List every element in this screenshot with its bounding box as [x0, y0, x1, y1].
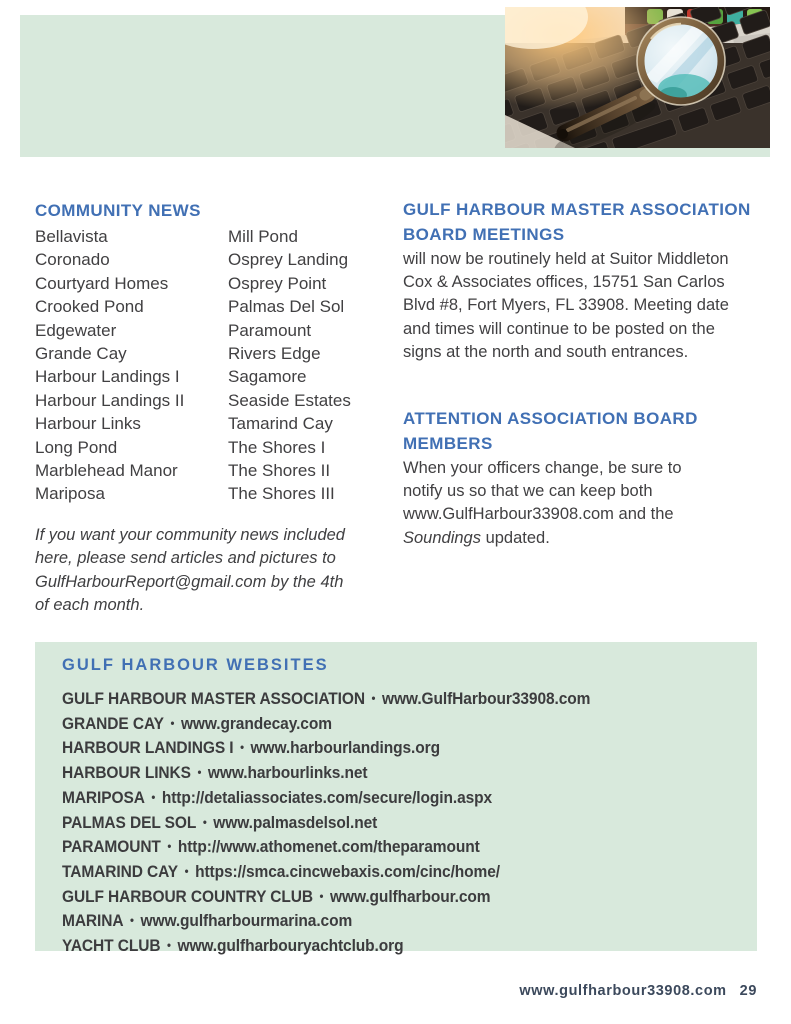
community-news-title: COMMUNITY NEWS [35, 201, 201, 220]
site-url[interactable]: www.gulfharbouryachtclub.org [177, 937, 404, 956]
site-url[interactable]: www.palmasdelsol.net [213, 813, 378, 832]
bullet-icon: • [197, 765, 202, 780]
community-news-section [35, 198, 395, 506]
magnifier-keyboard-illustration [505, 7, 770, 148]
site-name: GULF HARBOUR COUNTRY CLUB [62, 887, 313, 906]
bullet-icon: • [167, 938, 171, 953]
body-line: signs at the north and south entrances. [403, 342, 689, 361]
site-name: GRANDE CAY [62, 714, 164, 733]
website-row [62, 909, 697, 934]
community-news-column-2 [228, 225, 395, 506]
note-line: of each month. [35, 595, 145, 614]
body-line: Cox & Associates offices, 15751 San Carlos [403, 273, 725, 292]
community-news-columns [35, 225, 395, 506]
community-item: Sagamore [228, 367, 307, 387]
site-name: HARBOUR LINKS [62, 764, 191, 783]
websites-title: GULF HARBOUR WEBSITES [62, 656, 329, 674]
website-row [62, 835, 697, 860]
website-row [62, 761, 697, 786]
community-item: Crooked Pond [35, 297, 144, 317]
bullet-icon: • [170, 715, 175, 730]
board-meetings-body [403, 248, 773, 364]
title-line: ATTENTION ASSOCIATION BOARD [403, 409, 698, 428]
website-row [62, 712, 697, 737]
site-name: PALMAS DEL SOL [62, 813, 197, 832]
site-url[interactable]: www.gulfharbourmarina.com [140, 912, 353, 931]
website-row [62, 786, 697, 811]
body-line: When your officers change, be sure to [403, 459, 682, 477]
website-row [62, 811, 697, 836]
community-item: Seaside Estates [228, 390, 351, 410]
websites-list [62, 687, 737, 959]
website-row [62, 885, 697, 910]
site-name: TAMARIND CAY [62, 862, 179, 881]
community-item: Paramount [228, 320, 312, 340]
community-item: Osprey Point [228, 273, 327, 293]
bullet-icon: • [202, 814, 207, 829]
site-url[interactable]: http://detaliassociates.com/secure/login.aspx [161, 788, 493, 807]
bullet-icon: • [151, 789, 156, 804]
site-url[interactable]: www.harbourlandings.org [250, 739, 440, 758]
community-item: Grande Cay [35, 344, 127, 364]
community-item: Osprey Landing [228, 250, 349, 270]
website-row [62, 687, 697, 712]
community-item: Marblehead Manor [35, 461, 178, 481]
community-item: The Shores I [228, 437, 326, 457]
site-url[interactable]: https://smca.cincwebaxis.com/cinc/home/ [195, 862, 501, 881]
community-item: The Shores II [228, 461, 331, 481]
community-item: Tamarind Cay [228, 414, 333, 434]
site-name: MARINA [62, 912, 124, 931]
bullet-icon: • [167, 839, 172, 854]
site-name: HARBOUR LANDINGS I [62, 739, 234, 758]
footer-url[interactable]: www.gulfharbour33908.com [519, 983, 727, 999]
site-url[interactable]: www.GulfHarbour33908.com [381, 690, 591, 708]
attention-board-title [403, 406, 773, 456]
community-item: Bellavista [35, 227, 108, 246]
website-row [62, 934, 697, 959]
site-name: GULF HARBOUR MASTER ASSOCIATION [62, 690, 365, 708]
bullet-icon: • [130, 913, 134, 928]
title-line: GULF HARBOUR MASTER ASSOCIATION [403, 200, 751, 219]
community-item: Palmas Del Sol [228, 297, 345, 317]
title-line: BOARD MEETINGS [403, 225, 565, 244]
attention-board-section [403, 406, 773, 550]
website-row [62, 736, 697, 761]
body-line-rest: updated. [480, 528, 550, 547]
site-url[interactable]: www.gulfharbour.com [330, 887, 491, 906]
community-item: Courtyard Homes [35, 273, 169, 293]
site-name: MARIPOSA [62, 788, 145, 807]
body-line [403, 527, 773, 550]
site-url[interactable]: http://www.athomenet.com/theparamount [177, 838, 480, 857]
attention-board-body [403, 457, 773, 550]
bullet-icon: • [184, 863, 189, 878]
community-news-column-1 [35, 225, 228, 506]
site-name: PARAMOUNT [62, 838, 161, 857]
bullet-icon: • [240, 740, 244, 755]
hero-photo-magnifier-keyboard [505, 7, 770, 148]
site-url[interactable]: www.grandecay.com [180, 714, 332, 733]
community-item: Mill Pond [228, 227, 298, 246]
note-line: If you want your community news included [35, 526, 345, 544]
submission-note [35, 524, 399, 617]
page-footer [519, 983, 757, 999]
community-item: The Shores III [228, 484, 335, 504]
note-line: here, please send articles and pictures to [35, 549, 336, 568]
community-item: Harbour Links [35, 414, 141, 434]
body-line: and times will continue to be posted on the [403, 319, 715, 338]
community-item: Harbour Landings I [35, 367, 180, 387]
community-item: Harbour Landings II [35, 390, 185, 410]
community-item: Mariposa [35, 484, 105, 504]
board-meetings-section [403, 197, 773, 364]
body-line: notify us so that we can keep both [403, 482, 653, 501]
website-row [62, 860, 697, 885]
community-item: Long Pond [35, 437, 118, 457]
body-line: www.GulfHarbour33908.com and the [403, 505, 674, 524]
site-name: YACHT CLUB [62, 937, 161, 956]
websites-box [35, 642, 757, 956]
community-item: Coronado [35, 250, 110, 270]
community-item: Rivers Edge [228, 344, 321, 364]
note-line: GulfHarbourReport@gmail.com by the 4th [35, 572, 344, 591]
body-line: Blvd #8, Fort Myers, FL 33908. Meeting date [403, 296, 729, 315]
bullet-icon: • [319, 888, 324, 903]
board-meetings-title [403, 197, 773, 247]
bullet-icon: • [371, 691, 376, 705]
soundings-title: Soundings [403, 528, 481, 547]
title-line: MEMBERS [403, 434, 493, 453]
body-line: will now be routinely held at Suitor Middleton [403, 250, 729, 268]
page-number: 29 [739, 983, 757, 999]
community-item: Edgewater [35, 320, 117, 340]
site-url[interactable]: www.harbourlinks.net [207, 764, 368, 783]
